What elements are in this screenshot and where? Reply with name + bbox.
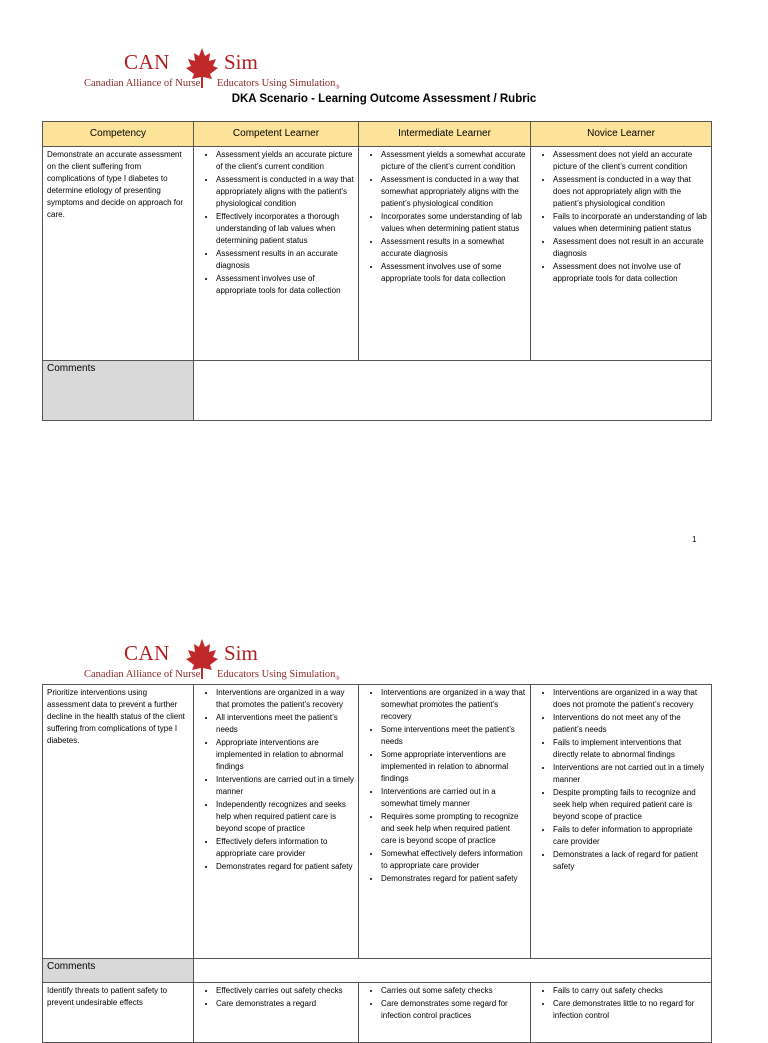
logo-subtitle-2: Educators Using Simulation$_®$ — [217, 78, 340, 92]
logo-subtitle-1: Canadian Alliance of Nurse — [84, 669, 201, 680]
comments-label: Comments — [43, 361, 194, 421]
logo-subtitle-2: Educators Using Simulation$_®$ — [217, 669, 340, 683]
list-item: • Interventions are organized in a way that does not promote the patient’s recovery — [553, 687, 707, 711]
header-competency: Competency — [43, 122, 194, 147]
list-item: • Incorporates some understanding of lab values when determining patient status — [381, 211, 526, 235]
rubric-table-page1 — [42, 121, 712, 421]
list-item: • Care demonstrates some regard for infection control practices — [381, 998, 526, 1022]
competency-cell: Identify threats to patient safety to prevent undesirable effects — [43, 983, 194, 1043]
table-header-row — [43, 122, 712, 147]
list-item: • Effectively defers information to appropriate care provider — [216, 836, 354, 860]
bullet-list — [535, 985, 707, 1022]
intermediate-cell — [359, 147, 531, 361]
list-item: • Fails to carry out safety checks — [553, 985, 707, 997]
document-title: DKA Scenario - Learning Outcome Assessment / Rubric — [231, 93, 537, 105]
comments-field[interactable] — [194, 959, 712, 983]
bullet-list — [198, 687, 354, 873]
list-item: • Assessment yields a somewhat accurate picture of the client’s current condition — [381, 149, 526, 173]
list-item: • Requires some prompting to recognize and seek help when required patient care is beyond scope of practice — [381, 811, 526, 847]
intermediate-cell — [359, 685, 531, 959]
bullet-list — [198, 149, 354, 297]
header-novice: Novice Learner — [531, 122, 712, 147]
list-item: • Care demonstrates a regard — [216, 998, 354, 1010]
list-item: • Interventions do not meet any of the patient’s needs — [553, 712, 707, 736]
competent-cell — [194, 983, 359, 1043]
list-item: • Despite prompting fails to recognize and seek help when required patient care is beyond scope of practice — [553, 787, 707, 823]
list-item: • Interventions are not carried out in a timely manner — [553, 762, 707, 786]
rubric-table-page2 — [42, 684, 712, 1043]
list-item: • Assessment does not result in an accurate diagnosis — [553, 236, 707, 260]
page-number: 1 — [692, 535, 697, 544]
list-item: • Some appropriate interventions are implemented in relation to abnormal findings — [381, 749, 526, 785]
list-item: • Assessment results in an accurate diagnosis — [216, 248, 354, 272]
table-row — [43, 685, 712, 959]
list-item: • All interventions meet the patient’s needs — [216, 712, 354, 736]
competency-cell: Demonstrate an accurate assessment on the client suffering from complications of type I diabetes to determine etiology of presenting symptoms and decide on approach for care. — [43, 147, 194, 361]
competency-cell: Prioritize interventions using assessment data to prevent a further decline in the health status of the client suffering from complications of type I diabetes. — [43, 685, 194, 959]
list-item: • Assessment is conducted in a way that appropriately aligns with the patient’s physiological condition — [216, 174, 354, 210]
list-item: • Interventions are organized in a way that promotes the patient’s recovery — [216, 687, 354, 711]
list-item: • Carries out some safety checks — [381, 985, 526, 997]
list-item: • Care demonstrates little to no regard for infection control — [553, 998, 707, 1022]
comments-field[interactable] — [194, 361, 712, 421]
logo-can-text: CAN — [124, 641, 170, 665]
list-item: • Demonstrates a lack of regard for patient safety — [553, 849, 707, 873]
bullet-list — [363, 687, 526, 885]
list-item: • Fails to incorporate an understanding of lab values when determining patient status — [553, 211, 707, 235]
bullet-list — [535, 149, 707, 285]
logo-subtitle-1: Canadian Alliance of Nurse — [84, 78, 201, 89]
logo-sim-text: Sim — [224, 50, 258, 74]
bullet-list — [535, 687, 707, 873]
list-item: • Assessment yields an accurate picture of the client’s current condition — [216, 149, 354, 173]
novice-cell — [531, 685, 712, 959]
bullet-list — [363, 985, 526, 1022]
list-item: • Independently recognizes and seeks help when required patient care is beyond scope of practice — [216, 799, 354, 835]
list-item: • Assessment is conducted in a way that does not appropriately align with the patient’s physiological condition — [553, 174, 707, 210]
list-item: • Fails to defer information to appropriate care provider — [553, 824, 707, 848]
list-item: • Assessment does not involve use of appropriate tools for data collection — [553, 261, 707, 285]
comments-row — [43, 959, 712, 983]
competent-cell — [194, 147, 359, 361]
table-row — [43, 147, 712, 361]
list-item: • Demonstrates regard for patient safety — [381, 873, 526, 885]
header-competent: Competent Learner — [194, 122, 359, 147]
bullet-list — [198, 985, 354, 1010]
competent-cell — [194, 685, 359, 959]
logo-can-text: CAN — [124, 50, 170, 74]
list-item: • Demonstrates regard for patient safety — [216, 861, 354, 873]
list-item: • Assessment does not yield an accurate picture of the client’s current condition — [553, 149, 707, 173]
list-item: • Some interventions meet the patient’s needs — [381, 724, 526, 748]
list-item: • Interventions are carried out in a timely manner — [216, 774, 354, 798]
logo-sim-text: Sim — [224, 641, 258, 665]
novice-cell — [531, 147, 712, 361]
table-row — [43, 983, 712, 1043]
list-item: • Interventions are organized in a way that somewhat promotes the patient’s recovery — [381, 687, 526, 723]
list-item: • Somewhat effectively defers information to appropriate care provider — [381, 848, 526, 872]
list-item: • Assessment results in a somewhat accurate diagnosis — [381, 236, 526, 260]
list-item: • Effectively incorporates a thorough understanding of lab values when determining patient status — [216, 211, 354, 247]
bullet-list — [363, 149, 526, 285]
comments-row — [43, 361, 712, 421]
novice-cell — [531, 983, 712, 1043]
list-item: • Assessment is conducted in a way that somewhat appropriately aligns with the patient’s physiological condition — [381, 174, 526, 210]
list-item: • Assessment involves use of appropriate tools for data collection — [216, 273, 354, 297]
list-item: • Effectively carries out safety checks — [216, 985, 354, 997]
list-item: • Appropriate interventions are implemented in relation to abnormal findings — [216, 737, 354, 773]
list-item: • Assessment involves use of some appropriate tools for data collection — [381, 261, 526, 285]
header-intermediate: Intermediate Learner — [359, 122, 531, 147]
intermediate-cell — [359, 983, 531, 1043]
list-item: • Fails to implement interventions that directly relate to abnormal findings — [553, 737, 707, 761]
list-item: • Interventions are carried out in a somewhat timely manner — [381, 786, 526, 810]
comments-label: Comments — [43, 959, 194, 983]
